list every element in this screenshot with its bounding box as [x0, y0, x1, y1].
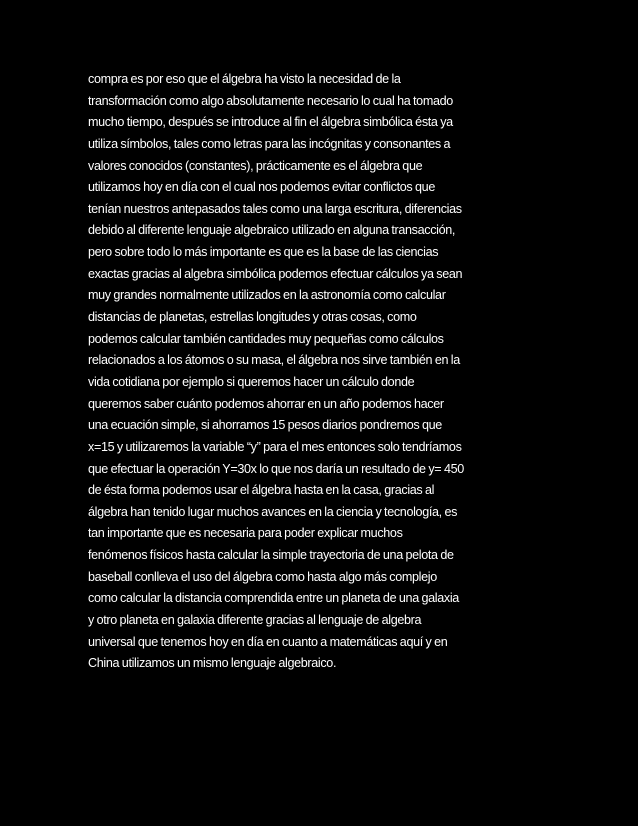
text-line: mucho tiempo, después se introduce al fin el álgebra simbólica ésta ya [88, 115, 453, 130]
text-line: como calcular la distancia comprendida entre un planeta de una galaxia [88, 591, 459, 606]
text-line: queremos saber cuánto podemos ahorrar en un año podemos hacer [88, 396, 444, 411]
text-line: utiliza símbolos, tales como letras para las incógnitas y consonantes a [88, 136, 451, 151]
text-line: vida cotidiana por ejemplo si queremos hacer un cálculo donde [88, 374, 415, 389]
text-line: de ésta forma podemos usar el álgebra hasta en la casa, gracias al [88, 483, 435, 498]
text-line: relacionados a los átomos o su masa, el álgebra nos sirve también en la [88, 353, 460, 368]
text-line: compra es por eso que el álgebra ha visto la necesidad de la [88, 72, 401, 86]
text-line: una ecuación simple, si ahorramos 15 pesos diarios pondremos que [88, 418, 442, 433]
text-line: tan importante que es necesaria para poder explicar muchos [88, 526, 403, 541]
text-line: fenómenos físicos hasta calcular la simple trayectoria de una pelota de [88, 548, 454, 563]
text-line: transformación como algo absolutamente necesario lo cual ha tomado [88, 93, 453, 108]
text-line: valores conocidos (constantes), prácticamente es el álgebra que [88, 158, 423, 173]
text-line: debido al diferente lenguaje algebraico utilizado en alguna transacción, [88, 223, 456, 238]
text-line: utilizamos hoy en día con el cual nos podemos evitar conflictos que [88, 180, 435, 195]
text-line: baseball conlleva el uso del álgebra como hasta algo más complejo [88, 569, 437, 584]
text-line: distancias de planetas, estrellas longitudes y otras cosas, como [88, 310, 417, 325]
text-line: muy grandes normalmente utilizados en la astronomía como calcular [88, 288, 446, 303]
body-text [88, 69, 563, 675]
text-line: China utilizamos un mismo lenguaje algebraico. [88, 656, 337, 671]
text-line: y otro planeta en galaxia diferente gracias al lenguaje de algebra [88, 613, 422, 628]
text-line: álgebra han tenido lugar muchos avances en la ciencia y tecnología, es [88, 504, 458, 519]
text-line: universal que tenemos hoy en día en cuanto a matemáticas aquí y en [88, 634, 448, 649]
text-line: pero sobre todo lo más importante es que es la base de las ciencias [88, 245, 439, 260]
text-line: x=15 y utilizaremos la variable “y” para el mes entonces solo tendríamos [88, 439, 462, 454]
text-line: que efectuar la operación Y=30x lo que nos daría un resultado de y= 450 [88, 461, 464, 476]
text-line: tenían nuestros antepasados tales como una larga escritura, diferencias [88, 201, 462, 216]
text-line: podemos calcular también cantidades muy pequeñas como cálculos [88, 331, 444, 346]
text-line: exactas gracias al algebra simbólica podemos efectuar cálculos ya sean [88, 266, 463, 281]
